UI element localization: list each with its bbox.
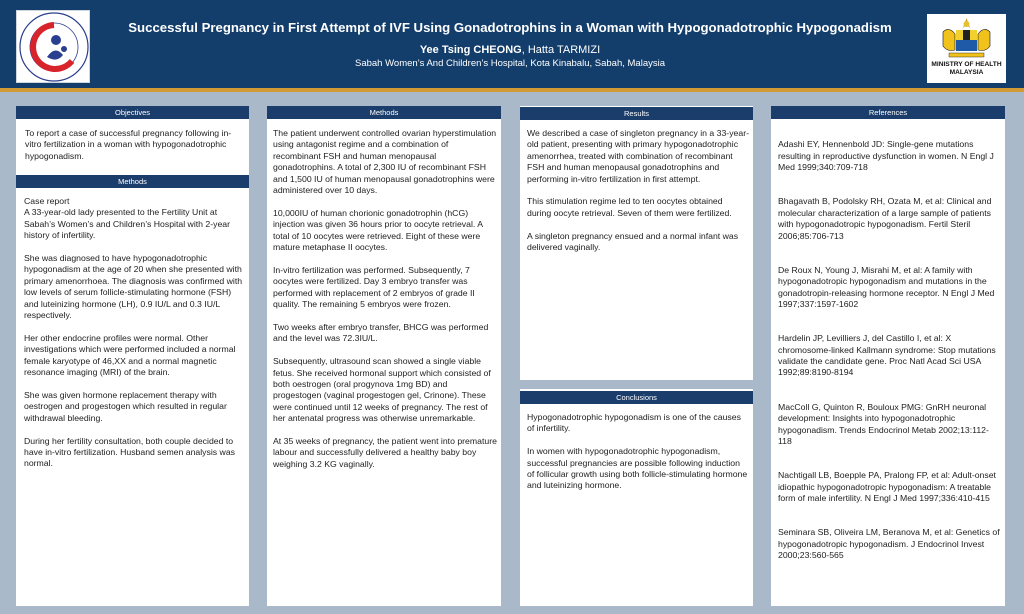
hospital-logo [16, 10, 90, 83]
reference-item: De Roux N, Young J, Misrahi M, et al: A family with hypogonadotropic hypogonadism and mutations in the gonadotropin-releasing hormone receptor. N Engl J Med 1997;337:1597-1602 [778, 264, 995, 310]
references-list [778, 128, 1000, 584]
header-stripe [0, 88, 1024, 92]
ministry-line-1: MINISTRY OF HEALTH [931, 61, 1002, 68]
poster-title: Successful Pregnancy in First Attempt of IVF Using Gonadotrophins in a Woman with Hypogonadotrophic Hypogonadism [128, 20, 892, 35]
references-heading: References [771, 106, 1005, 119]
case-methods-heading: Methods [16, 175, 249, 188]
reference-item: Bhagavath B, Podolsky RH, Ozata M, et al: Clinical and molecular characterization of a large sample of patients with hypogonadotropic hypogonadism. Fertil Steril 2006;85:706-713 [778, 196, 992, 241]
results-text: We described a case of singleton pregnancy in a 33-year-old patient, presenting with primary hypogonadotrophic amenorrhea, treated with combination of recombinant FSH and human menopausal gonadotrophins and performing in-vitro fertilization in first attempt. This stimulation regime led to ten oocytes obtained during oocyte retrieval. Seven of them were fertilized. A singleton pregnancy ensued and a normal infant was delivered vaginally. [527, 128, 749, 253]
ministry-line-2: MALAYSIA [949, 69, 984, 76]
authors [100, 44, 920, 56]
reference-item: Nachtigall LB, Boepple PA, Pralong FP, et al: Adult-onset idiopathic hypogonadotropic hypogonadism: A treatable form of male infertility. N Engl J Med 1997;336:410-415 [778, 470, 996, 503]
conclusions-heading: Conclusions [520, 391, 753, 404]
reference-item: Hardelin JP, Levilliers J, del Castillo I, et al: X chromosome-linked Kallmann syndrome: Stop mutations validate the candidate gene. Proc Natl Acad Sci USA 1992;89:8190-8194 [778, 333, 996, 378]
reference-item: Seminara SB, Oliveira LM, Beranova M, et al: Genetics of hypogonadotropic hypogonadism. J Endocrinol Invest 2000;23:560-565 [778, 527, 1000, 560]
conclusions-text: Hypogonadotrophic hypogonadism is one of the causes of infertility. In women with hypogonadotrophic hypogonadism, successful pregnancies are possible following induction of follicular growth using both follicle-stimulating hormone and luteinizing hormone. [527, 412, 748, 491]
primary-author: Yee Tsing CHEONG [419, 44, 522, 56]
results-divider [520, 380, 753, 389]
methods-text: The patient underwent controlled ovarian hyperstimulation using antagonist regime and a combination of recombinant FSH and human menopausal gonadotrophins. A total of 2,300 IU of recombinant FSH and 1,500 IU of human menopausal gonadotrophins were administered over 10 days. 10,000IU of human chorionic gonadotrophin (hCG) injection was given 36 hours prior to oocyte retrieval. A total of 10 oocytes were retrieved. Eight of these were mature metaphase II oocytes. In-vitro fertilization was performed. Subsequently, 7 oocytes were fertilized. Day 3 embryo transfer was performed with replacement of 2 embryos of grade II quality. The remaining 5 embryos were frozen. Two weeks after embryo transfer, BHCG was performed and the level was 72.3IU/L. Subsequently, ultrasound scan showed a single viable fetus. She received hormonal support which consisted of both oestrogen (oral progynova 1mg BD) and progestogen (vaginal progestogen gel, Crinone). These were continued until 12 weeks of pregnancy. The rest of her antenatal progress was otherwise unremarkable. At 35 weeks of pregnancy, the patient went into premature labour and successfully delivered a healthy baby boy weighing 3.2 KG vaginally. [273, 128, 497, 469]
results-heading: Results [520, 107, 753, 120]
objectives-text: To report a case of successful pregnancy following in-vitro fertilization in a woman with hypogonadotrophic hypogonadism. [25, 128, 232, 161]
ministry-logo [927, 14, 1006, 83]
reference-item: Adashi EY, Hennenbold JD: Single-gene mutations resulting in reproductive dysfunction in women. N Engl J Med 1999;340:709-718 [778, 139, 994, 173]
co-authors: , Hatta TARMIZI [521, 44, 601, 56]
case-report-text: Case report A 33-year-old lady presented to the Fertility Unit at Sabah’s Women’s and Children’s Hospital with 2-year history of infertility. She was diagnosed to have hypogonadotrophic hypogonadism at the age of 20 when she presented with primary amenorrhoea. The diagnosis was confirmed with low levels of serum follicle-stimulating hormone (FSH) and luteinizing hormone (LH), 0.9 IU/L and 0.3 IU/L respectively. Her other endocrine profiles were normal. Other investigations which were performed included a normal female karyotype of 46,XX and a normal magnetic resonance imaging (MRI) of the brain. She was given hormone replacement therapy with oestrogen and progestogen which resulted in regular withdrawal bleeding. During her fertility consultation, both couple decided to have in-vitro fertilization. Husband semen analysis was normal. [24, 196, 243, 469]
reference-item: MacColl G, Quinton R, Bouloux PMG: GnRH neuronal development: Insights into hypogonadotrophic hypogonadism. Trends Endocrinol Metab 2002;13:112-118 [778, 401, 989, 446]
affiliation: Sabah Women’s And Children’s Hospital, Kota Kinabalu, Sabah, Malaysia [355, 58, 665, 69]
methods-heading: Methods [267, 106, 501, 119]
objectives-heading: Objectives [16, 106, 249, 119]
ministry-logo-text [927, 61, 1006, 77]
